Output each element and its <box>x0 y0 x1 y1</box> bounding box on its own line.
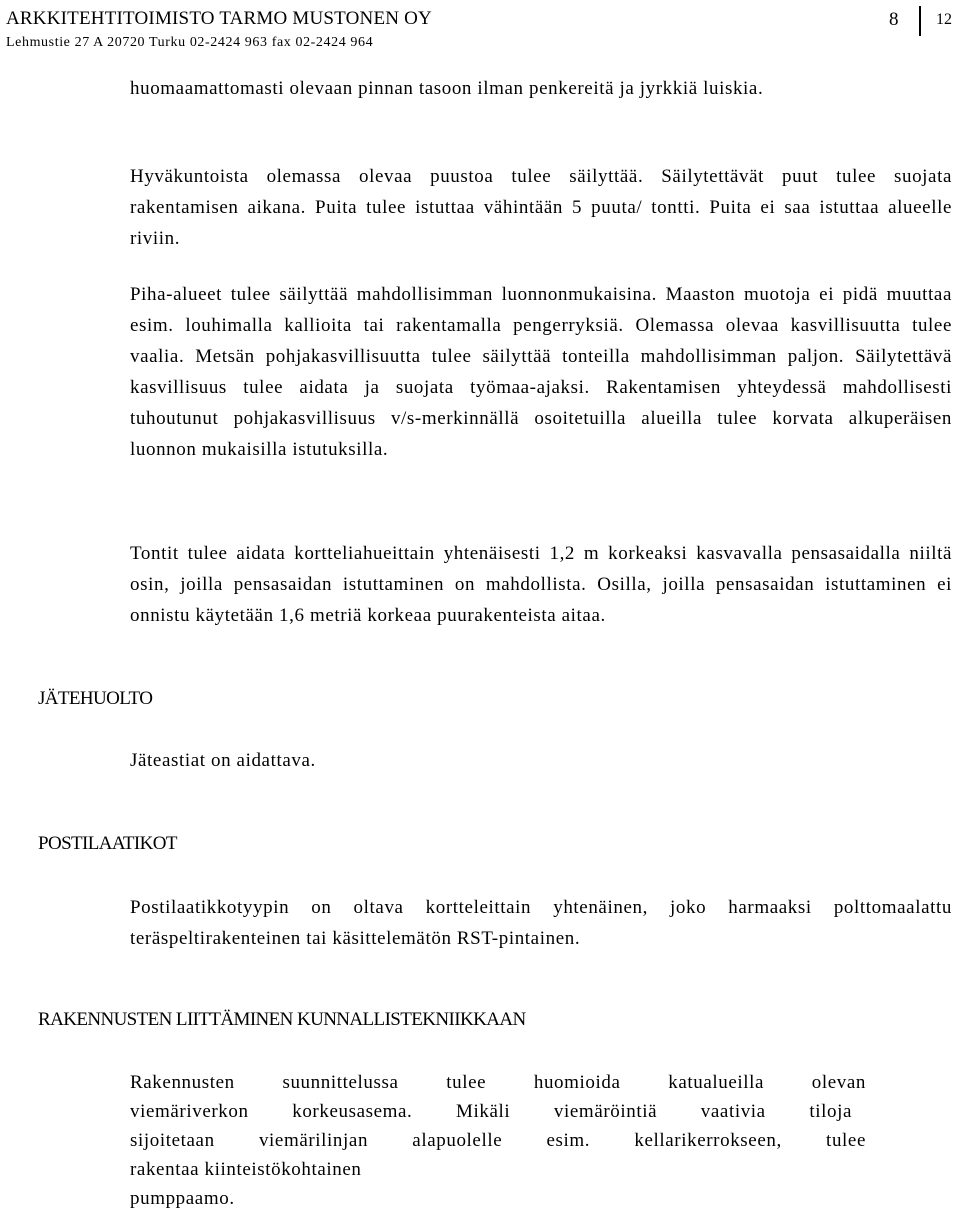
text-line: viemäriverkon korkeusasema. Mikäli viemäröintiä vaativia tiloja <box>130 1101 852 1122</box>
heading-jatehuolto: JÄTEHUOLTO <box>38 688 153 709</box>
heading-postilaatikot: POSTILAATIKOT <box>38 833 177 854</box>
page-total: 12 <box>936 11 952 28</box>
paragraph-luiskat: huomaamattomasti olevaan pinnan tasoon ilman penkereitä ja jyrkkiä luiskia. <box>130 78 764 99</box>
paragraph-jatehuolto: Jäteastiat on aidattava. <box>130 750 316 771</box>
text-line: Rakennusten suunnittelussa tulee huomioida katualueilla olevan <box>130 1072 866 1093</box>
text-line: pumppaamo. <box>130 1188 235 1209</box>
page-number: 8 <box>889 9 899 30</box>
text-line: rakentaa kiinteistökohtainen <box>130 1159 362 1180</box>
header-divider <box>919 6 921 36</box>
company-address: Lehmustie 27 A 20720 Turku 02-2424 963 fax 02-2424 964 <box>6 35 374 50</box>
text-line: sijoitetaan viemärilinjan alapuolelle esim. kellarikerrokseen, tulee <box>130 1130 866 1151</box>
heading-rakennusten-liittaminen: RAKENNUSTEN LIITTÄMINEN KUNNALLISTEKNIIKKAAN <box>38 1009 526 1030</box>
paragraph-postilaatikot: Postilaatikkotyypin on oltava kortteleittain yhtenäinen, joko harmaaksi polttomaalattu teräspeltirakenteinen tai käsittelemätön RST-pintainen. <box>130 897 952 949</box>
paragraph-piha-alueet: Piha-alueet tulee säilyttää mahdollisimman luonnonmukaisina. Maaston muotoja ei pidä muuttaa esim. louhimalla kallioita tai rakentamalla pengerryksiä. Olemassa olevaa kasvillisuutta tulee vaalia. Metsän pohjakasvillisuutta tulee säilyttää tonteilla mahdollisimman paljon. Säilytettävä kasvillisuus tulee aidata ja suojata työmaa-ajaksi. Rakentamisen yhteydessä mahdollisesti tuhoutunut pohjakasvillisuus v/s-merkinnällä osoitetuilla alueilla tulee korvata alkuperäisen luonnon mukaisilla istutuksilla. <box>130 284 952 460</box>
company-name: ARKKITEHTITOIMISTO TARMO MUSTONEN OY <box>6 8 432 29</box>
paragraph-puusto: Hyväkuntoista olemassa olevaa puustoa tulee säilyttää. Säilytettävät puut tulee suojata rakentamisen aikana. Puita tulee istuttaa vähintään 5 puuta/ tontti. Puita ei saa istuttaa alueelle riviin. <box>130 166 952 249</box>
paragraph-aidat: Tontit tulee aidata kortteliahueittain yhtenäisesti 1,2 m korkeaksi kasvavalla pensasaidalla niiltä osin, joilla pensasaidan istuttaminen on mahdollista. Osilla, joilla pensasaidan istuttaminen ei onnistu käytetään 1,6 metriä korkeaa puurakenteista aitaa. <box>130 543 952 626</box>
